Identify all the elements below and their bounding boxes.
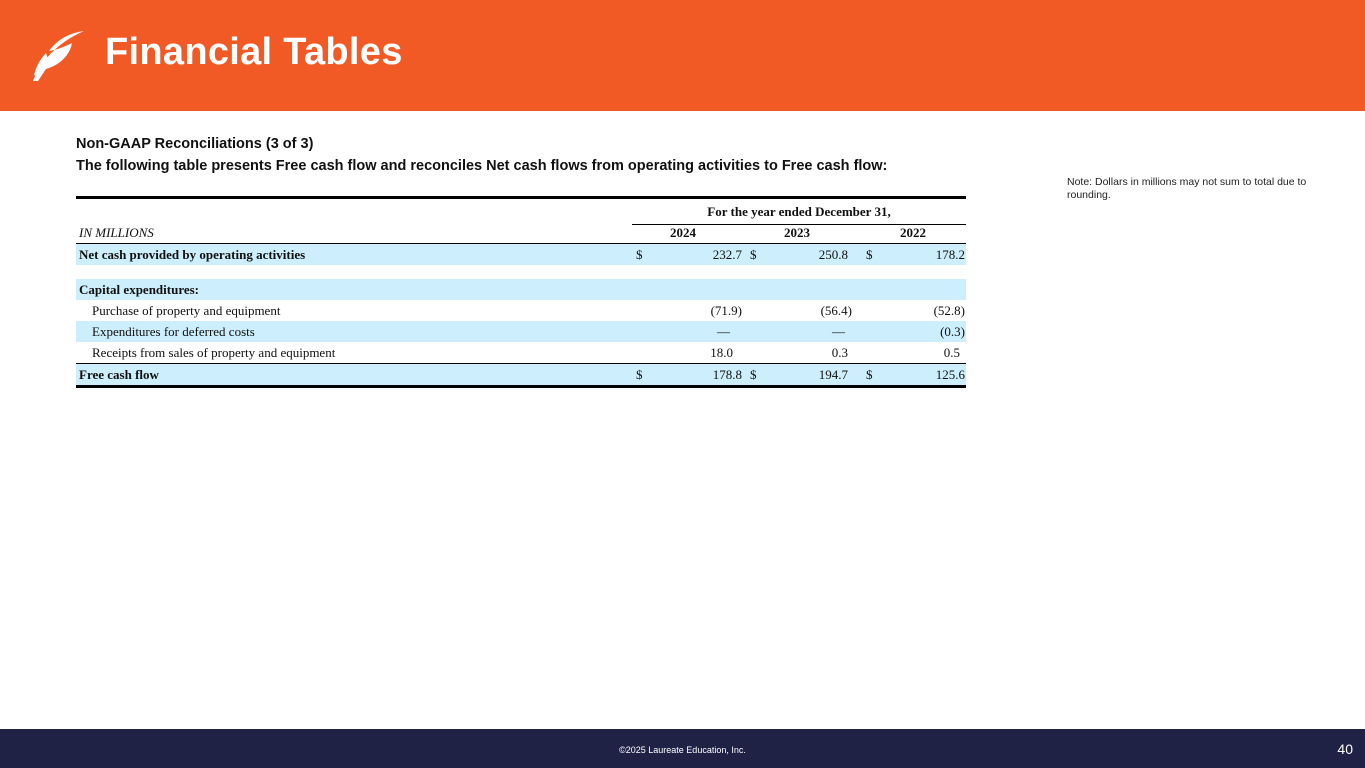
year-header-2022: 2022: [900, 225, 926, 240]
year-header-2023: 2023: [784, 225, 810, 240]
intro-text: The following table presents Free cash flow and reconciles Net cash flows from operating activities to Free cash flow:: [76, 158, 888, 174]
rounding-note: Note: Dollars in millions may not sum to total due to rounding.: [1067, 176, 1307, 201]
footer-bar: [0, 729, 1365, 768]
dollar-sign: $: [750, 367, 757, 382]
period-header-row: [76, 199, 966, 222]
period-header: For the year ended December 31,: [632, 199, 966, 225]
row-label: Expenditures for deferred costs: [92, 324, 255, 339]
header-bar: [0, 0, 1365, 111]
row-label: Receipts from sales of property and equipment: [92, 345, 336, 360]
dollar-sign: $: [750, 247, 757, 262]
row-label: Free cash flow: [79, 367, 159, 382]
table-row: [76, 279, 966, 300]
value-2023: 0.3: [831, 345, 848, 360]
value-2022: 0.5: [943, 345, 960, 360]
value-2022: (52.8): [933, 303, 965, 318]
leaf-logo-icon: [32, 29, 86, 83]
column-header-row: [76, 222, 966, 244]
copyright-text: ©2025 Laureate Education, Inc.: [619, 745, 746, 755]
value-2023: (56.4): [820, 303, 852, 318]
free-cash-flow-table: [76, 196, 966, 388]
dollar-sign: $: [866, 367, 873, 382]
value-2023: 250.8: [818, 247, 848, 262]
year-header-2024: 2024: [670, 225, 696, 240]
dollar-sign: $: [636, 247, 643, 262]
section-label: Capital expenditures:: [79, 282, 200, 297]
value-2024: 178.8: [712, 367, 742, 382]
value-2022: 178.2: [935, 247, 965, 262]
value-2024: 232.7: [712, 247, 742, 262]
units-label: IN MILLIONS: [79, 225, 154, 240]
table-row: [76, 321, 966, 342]
dollar-sign: $: [866, 247, 873, 262]
value-2024: —: [717, 324, 730, 339]
dollar-sign: $: [636, 367, 643, 382]
table-row: [76, 342, 966, 363]
page-number: 40: [1337, 741, 1353, 757]
row-label: Net cash provided by operating activities: [79, 247, 306, 262]
table-row: [76, 244, 966, 265]
table-row: [76, 300, 966, 321]
value-2024: (71.9): [710, 303, 742, 318]
value-2024: 18.0: [710, 345, 733, 360]
value-2022: (0.3): [940, 324, 965, 339]
spacer-row: [76, 265, 966, 279]
total-row: [76, 363, 966, 388]
section-subtitle: Non-GAAP Reconciliations (3 of 3): [76, 136, 314, 152]
value-2023: —: [832, 324, 845, 339]
row-label: Purchase of property and equipment: [92, 303, 281, 318]
value-2023: 194.7: [818, 367, 848, 382]
value-2022: 125.6: [935, 367, 965, 382]
page-title: Financial Tables: [105, 31, 403, 73]
